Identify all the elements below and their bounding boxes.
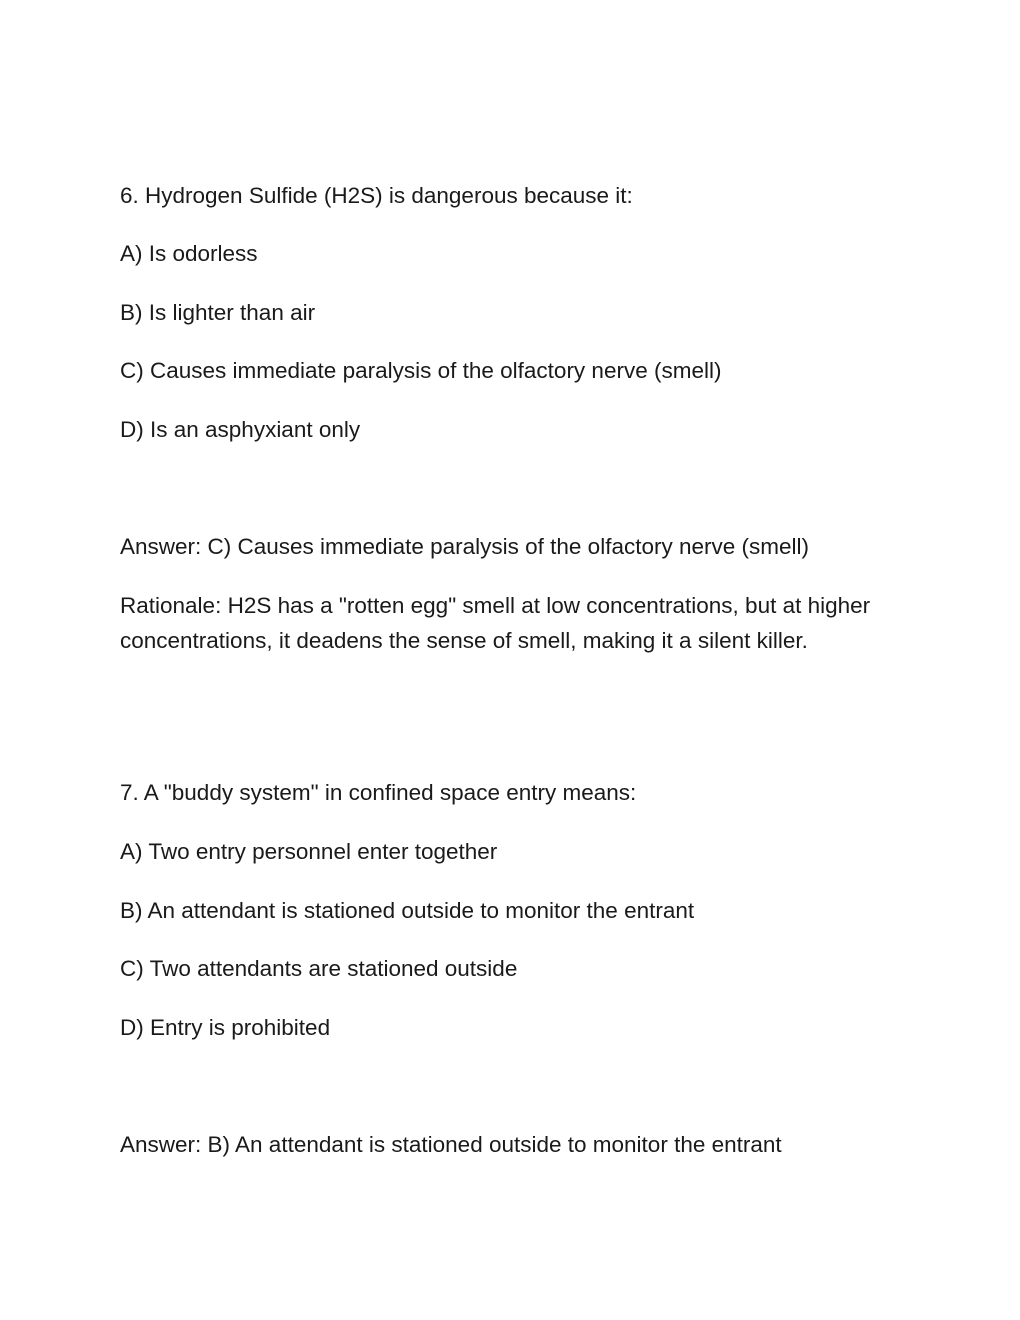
q6-answer: Answer: C) Causes immediate paralysis of the olfactory nerve (smell) — [120, 534, 809, 559]
q6-rationale: Rationale: H2S has a "rotten egg" smell at low concentrations, but at higher concentrations, it deadens the sense of smell, making it a silent killer. — [120, 593, 871, 653]
q7-option-d: D) Entry is prohibited — [120, 1015, 331, 1040]
q7-option-c: C) Two attendants are stationed outside — [120, 956, 518, 981]
q6-option-a: A) Is odorless — [120, 241, 258, 266]
question-7: 7. A "buddy system" in confined space entry means: — [120, 780, 637, 805]
question-6: 6. Hydrogen Sulfide (H2S) is dangerous because it: — [120, 183, 633, 208]
q6-option-c: C) Causes immediate paralysis of the olfactory nerve (smell) — [120, 358, 722, 383]
q6-option-b: B) Is lighter than air — [120, 300, 316, 325]
q6-option-d: D) Is an asphyxiant only — [120, 417, 361, 442]
q7-option-a: A) Two entry personnel enter together — [120, 839, 498, 864]
q7-option-b: B) An attendant is stationed outside to monitor the entrant — [120, 898, 695, 923]
q7-answer: Answer: B) An attendant is stationed outside to monitor the entrant — [120, 1132, 782, 1157]
